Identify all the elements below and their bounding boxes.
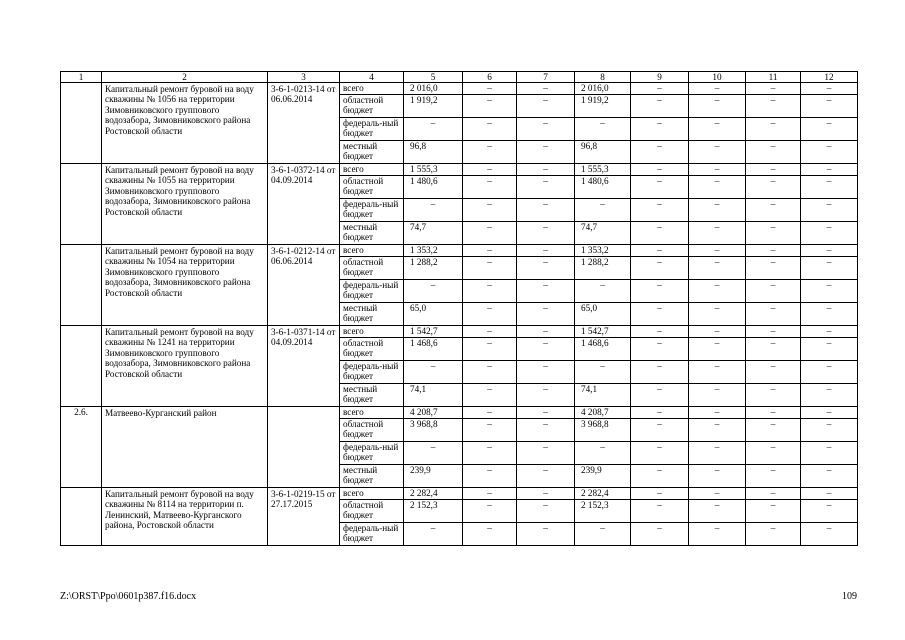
amount-col8: 74,1 (575, 384, 631, 407)
amount-col5: – (404, 280, 463, 303)
amount-col5: 1 353,2 (404, 245, 463, 257)
funding-source-total: всего (340, 488, 404, 500)
dash-cell-col10: – (689, 361, 746, 384)
dash-cell-col7: – (517, 361, 575, 384)
table-row (61, 83, 858, 95)
dash-cell-col12: – (801, 141, 858, 164)
dash-cell-col10: – (689, 419, 746, 442)
dash-cell-col7: – (517, 326, 575, 338)
dash-cell-col6: – (463, 523, 517, 546)
dash-cell-col6: – (463, 303, 517, 326)
dash-cell-col6: – (463, 199, 517, 222)
dash-cell-col6: – (463, 361, 517, 384)
dash-cell-col7: – (517, 500, 575, 523)
dash-cell-col6: – (463, 419, 517, 442)
dash-cell-col11: – (746, 407, 801, 419)
funding-source-federal: федераль-ный бюджет (340, 199, 404, 222)
dash-cell-col7: – (517, 118, 575, 141)
column-number-6: 6 (463, 72, 517, 83)
funding-source-total: всего (340, 245, 404, 257)
dash-cell-col9: – (631, 118, 689, 141)
dash-cell-col7: – (517, 384, 575, 407)
table-body (61, 72, 858, 546)
table-row (61, 326, 858, 338)
amount-col5: 2 282,4 (404, 488, 463, 500)
amount-col5: – (404, 118, 463, 141)
dash-cell-col6: – (463, 465, 517, 488)
amount-col5: – (404, 361, 463, 384)
dash-cell-col10: – (689, 95, 746, 118)
dash-cell-col11: – (746, 176, 801, 199)
object-name: Капитальный ремонт буровой на воду скважины № 1054 на территории Зимовниковского группового водозабора, Зимовниковского района Ростовской области (102, 245, 268, 326)
column-number-10: 10 (689, 72, 746, 83)
dash-cell-col6: – (463, 442, 517, 465)
column-number-2: 2 (102, 72, 268, 83)
dash-cell-col11: – (746, 245, 801, 257)
amount-col5: – (404, 442, 463, 465)
dash-cell-col12: – (801, 442, 858, 465)
dash-cell-col6: – (463, 222, 517, 245)
dash-cell-col11: – (746, 488, 801, 500)
funding-source-local: местный бюджет (340, 465, 404, 488)
amount-col5: 1 468,6 (404, 338, 463, 361)
column-number-12: 12 (801, 72, 858, 83)
amount-col5: – (404, 523, 463, 546)
table-row (61, 164, 858, 176)
dash-cell-col7: – (517, 164, 575, 176)
dash-cell-col10: – (689, 303, 746, 326)
dash-cell-col7: – (517, 257, 575, 280)
dash-cell-col7: – (517, 199, 575, 222)
dash-cell-col12: – (801, 488, 858, 500)
dash-cell-col6: – (463, 384, 517, 407)
dash-cell-col7: – (517, 95, 575, 118)
dash-cell-col12: – (801, 164, 858, 176)
funding-source-federal: федераль-ный бюджет (340, 280, 404, 303)
funding-source-federal: федераль-ный бюджет (340, 442, 404, 465)
dash-cell-col12: – (801, 523, 858, 546)
dash-cell-col9: – (631, 338, 689, 361)
row-number (61, 83, 102, 164)
dash-cell-col7: – (517, 338, 575, 361)
amount-col8: 3 968,8 (575, 419, 631, 442)
footer-file-path: Z:\ORST\Ppo\0601p387.f16.docx (60, 591, 197, 602)
dash-cell-col7: – (517, 303, 575, 326)
amount-col8: 1 353,2 (575, 245, 631, 257)
dash-cell-col7: – (517, 523, 575, 546)
dash-cell-col11: – (746, 199, 801, 222)
amount-col8: 2 152,3 (575, 500, 631, 523)
dash-cell-col10: – (689, 326, 746, 338)
dash-cell-col7: – (517, 407, 575, 419)
amount-col8: 1 288,2 (575, 257, 631, 280)
dash-cell-col12: – (801, 118, 858, 141)
amount-col8: – (575, 442, 631, 465)
funding-source-local: местный бюджет (340, 222, 404, 245)
dash-cell-col6: – (463, 407, 517, 419)
document-code: 3-6-1-0219-15 от 27.17.2015 (268, 488, 340, 546)
amount-col8: 1 480,6 (575, 176, 631, 199)
dash-cell-col10: – (689, 407, 746, 419)
dash-cell-col11: – (746, 326, 801, 338)
row-number (61, 326, 102, 407)
dash-cell-col12: – (801, 384, 858, 407)
dash-cell-col11: – (746, 83, 801, 95)
dash-cell-col9: – (631, 407, 689, 419)
amount-col5: 2 152,3 (404, 500, 463, 523)
dash-cell-col10: – (689, 164, 746, 176)
object-name: Капитальный ремонт буровой на воду скважины № 1241 на территории Зимовниковского группового водозабора, Зимовниковского района Ростовской области (102, 326, 268, 407)
dash-cell-col11: – (746, 118, 801, 141)
dash-cell-col7: – (517, 488, 575, 500)
dash-cell-col10: – (689, 384, 746, 407)
document-code: 3-6-1-0371-14 от 04.09.2014 (268, 326, 340, 407)
amount-col5: 4 208,7 (404, 407, 463, 419)
dash-cell-col9: – (631, 176, 689, 199)
dash-cell-col6: – (463, 338, 517, 361)
funding-source-total: всего (340, 407, 404, 419)
dash-cell-col6: – (463, 176, 517, 199)
amount-col8: 96,8 (575, 141, 631, 164)
column-number-7: 7 (517, 72, 575, 83)
dash-cell-col7: – (517, 465, 575, 488)
dash-cell-col10: – (689, 465, 746, 488)
dash-cell-col9: – (631, 465, 689, 488)
dash-cell-col7: – (517, 222, 575, 245)
dash-cell-col12: – (801, 361, 858, 384)
dash-cell-col10: – (689, 500, 746, 523)
dash-cell-col6: – (463, 500, 517, 523)
dash-cell-col7: – (517, 141, 575, 164)
dash-cell-col9: – (631, 326, 689, 338)
dash-cell-col7: – (517, 280, 575, 303)
dash-cell-col10: – (689, 141, 746, 164)
dash-cell-col7: – (517, 419, 575, 442)
document-code: 3-6-1-0372-14 от 04.09.2014 (268, 164, 340, 245)
dash-cell-col11: – (746, 280, 801, 303)
dash-cell-col10: – (689, 442, 746, 465)
column-number-row (61, 72, 858, 83)
dash-cell-col9: – (631, 442, 689, 465)
dash-cell-col6: – (463, 83, 517, 95)
dash-cell-col10: – (689, 257, 746, 280)
dash-cell-col10: – (689, 222, 746, 245)
dash-cell-col11: – (746, 384, 801, 407)
dash-cell-col9: – (631, 523, 689, 546)
dash-cell-col9: – (631, 141, 689, 164)
amount-col8: 1 542,7 (575, 326, 631, 338)
dash-cell-col10: – (689, 338, 746, 361)
amount-col5: 1 555,3 (404, 164, 463, 176)
dash-cell-col12: – (801, 280, 858, 303)
amount-col5: 1 919,2 (404, 95, 463, 118)
dash-cell-col9: – (631, 500, 689, 523)
funding-source-regional: областной бюджет (340, 500, 404, 523)
dash-cell-col6: – (463, 280, 517, 303)
dash-cell-col9: – (631, 95, 689, 118)
dash-cell-col9: – (631, 222, 689, 245)
dash-cell-col12: – (801, 419, 858, 442)
dash-cell-col9: – (631, 199, 689, 222)
dash-cell-col12: – (801, 95, 858, 118)
dash-cell-col11: – (746, 465, 801, 488)
dash-cell-col9: – (631, 83, 689, 95)
dash-cell-col12: – (801, 303, 858, 326)
table-row (61, 407, 858, 419)
funding-source-regional: областной бюджет (340, 257, 404, 280)
dash-cell-col11: – (746, 338, 801, 361)
funding-source-local: местный бюджет (340, 303, 404, 326)
dash-cell-col12: – (801, 222, 858, 245)
dash-cell-col9: – (631, 384, 689, 407)
funding-source-regional: областной бюджет (340, 95, 404, 118)
funding-source-total: всего (340, 164, 404, 176)
dash-cell-col9: – (631, 419, 689, 442)
amount-col5: 239,9 (404, 465, 463, 488)
dash-cell-col11: – (746, 141, 801, 164)
budget-table (60, 71, 858, 546)
amount-col8: – (575, 118, 631, 141)
amount-col5: 96,8 (404, 141, 463, 164)
dash-cell-col6: – (463, 488, 517, 500)
column-number-3: 3 (268, 72, 340, 83)
funding-source-federal: федераль-ный бюджет (340, 523, 404, 546)
amount-col8: 1 468,6 (575, 338, 631, 361)
dash-cell-col11: – (746, 257, 801, 280)
dash-cell-col10: – (689, 280, 746, 303)
column-number-11: 11 (746, 72, 801, 83)
dash-cell-col12: – (801, 338, 858, 361)
dash-cell-col11: – (746, 419, 801, 442)
dash-cell-col6: – (463, 257, 517, 280)
dash-cell-col9: – (631, 245, 689, 257)
funding-source-local: местный бюджет (340, 141, 404, 164)
table-row (61, 488, 858, 500)
funding-source-total: всего (340, 326, 404, 338)
amount-col5: 74,1 (404, 384, 463, 407)
amount-col5: 2 016,0 (404, 83, 463, 95)
dash-cell-col6: – (463, 245, 517, 257)
dash-cell-col12: – (801, 176, 858, 199)
amount-col8: 1 919,2 (575, 95, 631, 118)
dash-cell-col12: – (801, 245, 858, 257)
amount-col5: 3 968,8 (404, 419, 463, 442)
amount-col8: 239,9 (575, 465, 631, 488)
object-name: Матвеево-Курганский район (102, 407, 268, 488)
column-number-8: 8 (575, 72, 631, 83)
dash-cell-col6: – (463, 118, 517, 141)
dash-cell-col12: – (801, 500, 858, 523)
dash-cell-col6: – (463, 95, 517, 118)
dash-cell-col9: – (631, 303, 689, 326)
column-number-5: 5 (404, 72, 463, 83)
row-number (61, 164, 102, 245)
amount-col8: – (575, 280, 631, 303)
dash-cell-col6: – (463, 141, 517, 164)
dash-cell-col12: – (801, 199, 858, 222)
dash-cell-col12: – (801, 83, 858, 95)
amount-col8: – (575, 199, 631, 222)
amount-col5: – (404, 199, 463, 222)
dash-cell-col11: – (746, 523, 801, 546)
amount-col8: – (575, 361, 631, 384)
dash-cell-col7: – (517, 176, 575, 199)
amount-col5: 1 480,6 (404, 176, 463, 199)
dash-cell-col7: – (517, 442, 575, 465)
amount-col8: 2 016,0 (575, 83, 631, 95)
dash-cell-col12: – (801, 465, 858, 488)
amount-col8: 2 282,4 (575, 488, 631, 500)
dash-cell-col11: – (746, 500, 801, 523)
amount-col5: 1 288,2 (404, 257, 463, 280)
amount-col8: 74,7 (575, 222, 631, 245)
dash-cell-col10: – (689, 83, 746, 95)
dash-cell-col10: – (689, 488, 746, 500)
row-number (61, 245, 102, 326)
funding-source-regional: областной бюджет (340, 338, 404, 361)
funding-source-total: всего (340, 83, 404, 95)
object-name: Капитальный ремонт буровой на воду скважины № 8114 на территории п. Ленинский, Матвеево-Курганского района, Ростовской области (102, 488, 268, 546)
dash-cell-col10: – (689, 199, 746, 222)
funding-source-federal: федераль-ный бюджет (340, 361, 404, 384)
document-code: 3-6-1-0212-14 от 06.06.2014 (268, 245, 340, 326)
funding-source-regional: областной бюджет (340, 419, 404, 442)
dash-cell-col9: – (631, 361, 689, 384)
column-number-4: 4 (340, 72, 404, 83)
dash-cell-col12: – (801, 407, 858, 419)
dash-cell-col9: – (631, 488, 689, 500)
amount-col8: 4 208,7 (575, 407, 631, 419)
dash-cell-col7: – (517, 83, 575, 95)
dash-cell-col11: – (746, 361, 801, 384)
footer-page-number: 109 (842, 591, 857, 602)
dash-cell-col9: – (631, 280, 689, 303)
dash-cell-col6: – (463, 164, 517, 176)
object-name: Капитальный ремонт буровой на воду скважины № 1055 на территории Зимовниковского группового водозабора, Зимовниковского района Ростовской области (102, 164, 268, 245)
dash-cell-col11: – (746, 442, 801, 465)
dash-cell-col11: – (746, 164, 801, 176)
document-code: 3-6-1-0213-14 от 06.06.2014 (268, 83, 340, 164)
amount-col8: – (575, 523, 631, 546)
amount-col5: 74,7 (404, 222, 463, 245)
dash-cell-col11: – (746, 222, 801, 245)
funding-source-local: местный бюджет (340, 384, 404, 407)
row-number (61, 488, 102, 546)
amount-col8: 1 555,3 (575, 164, 631, 176)
dash-cell-col10: – (689, 176, 746, 199)
dash-cell-col12: – (801, 257, 858, 280)
dash-cell-col11: – (746, 95, 801, 118)
document-code (268, 407, 340, 488)
row-number: 2.6. (61, 407, 102, 488)
dash-cell-col7: – (517, 245, 575, 257)
dash-cell-col10: – (689, 118, 746, 141)
amount-col5: 1 542,7 (404, 326, 463, 338)
dash-cell-col6: – (463, 326, 517, 338)
dash-cell-col10: – (689, 245, 746, 257)
dash-cell-col11: – (746, 303, 801, 326)
object-name: Капитальный ремонт буровой на воду скважины № 1056 на территории Зимовниковского группового водозабора, Зимовниковского района Ростовской области (102, 83, 268, 164)
funding-source-regional: областной бюджет (340, 176, 404, 199)
dash-cell-col9: – (631, 164, 689, 176)
column-number-1: 1 (61, 72, 102, 83)
dash-cell-col10: – (689, 523, 746, 546)
amount-col8: 65,0 (575, 303, 631, 326)
dash-cell-col9: – (631, 257, 689, 280)
column-number-9: 9 (631, 72, 689, 83)
funding-source-federal: федераль-ный бюджет (340, 118, 404, 141)
amount-col5: 65,0 (404, 303, 463, 326)
table-row (61, 245, 858, 257)
dash-cell-col12: – (801, 326, 858, 338)
